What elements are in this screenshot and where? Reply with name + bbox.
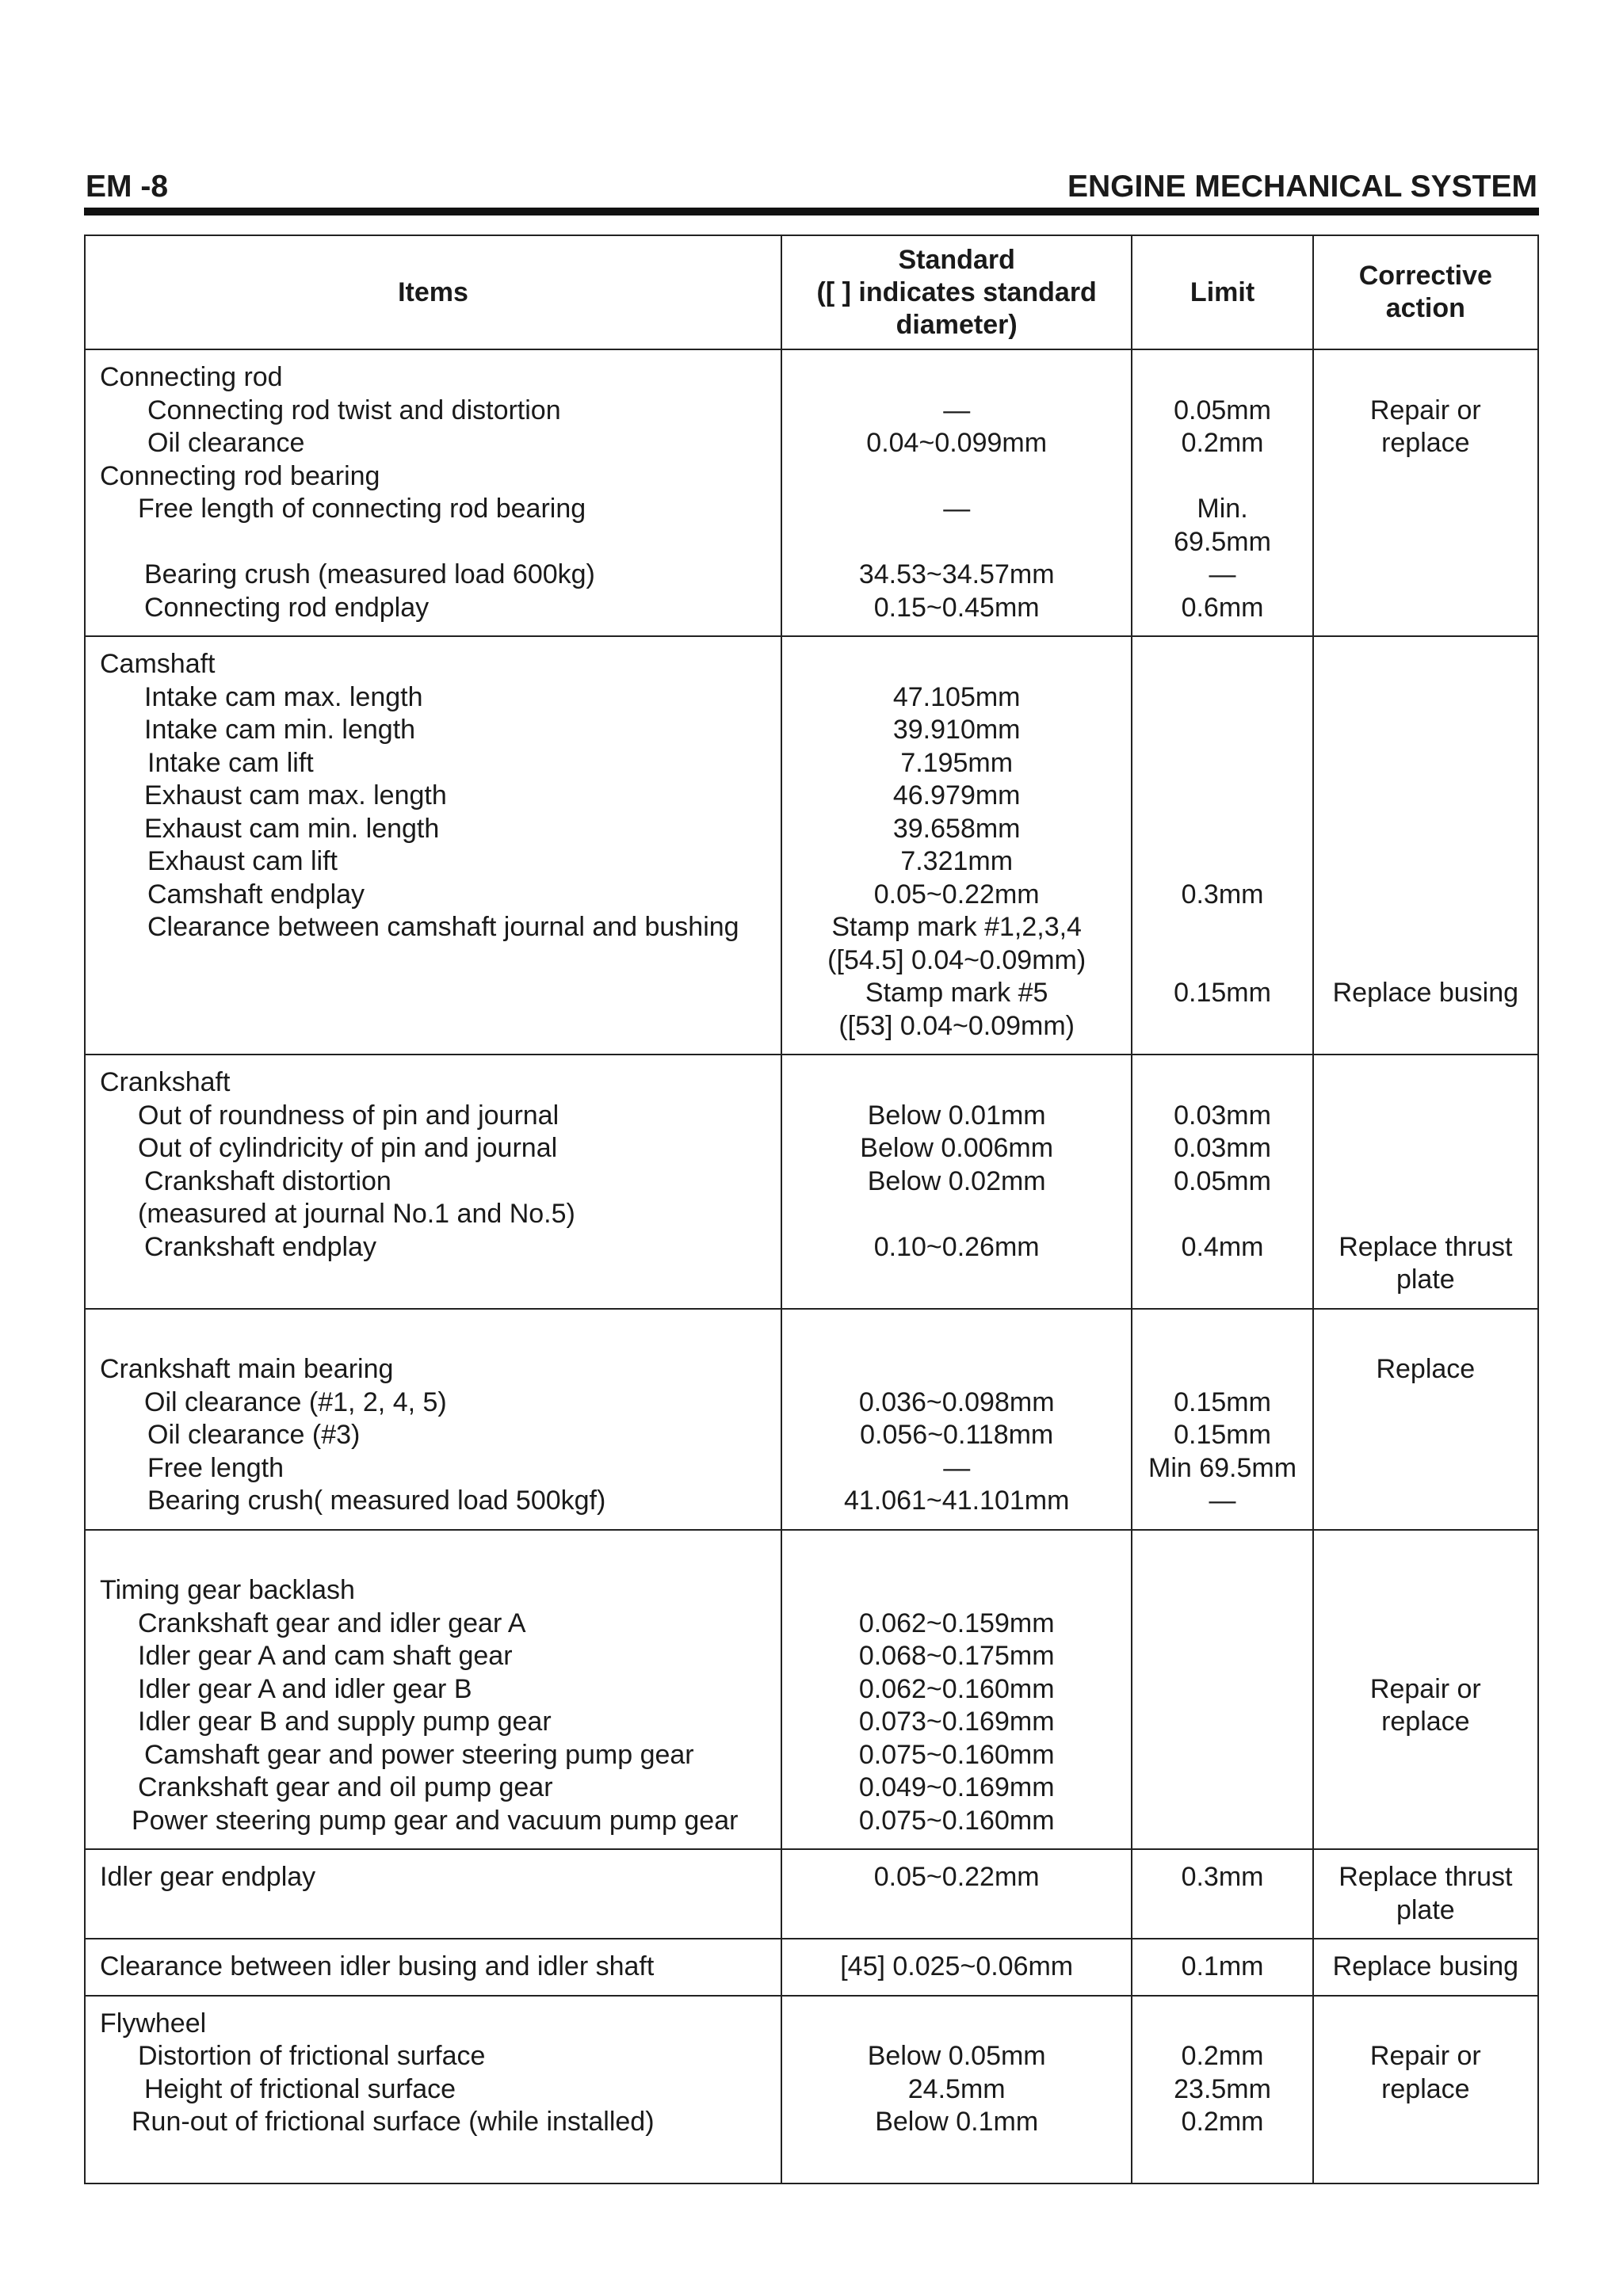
item-label: Intake cam lift xyxy=(147,747,314,778)
standard-value: — xyxy=(943,494,971,524)
action-text: Replace busing xyxy=(1332,978,1519,1008)
action-cell xyxy=(1313,1996,1538,2184)
limit-value xyxy=(1136,1321,1308,1354)
standard-value: [45] 0.025~0.06mm xyxy=(840,1951,1074,1981)
standard-value: 0.05~0.22mm xyxy=(873,1862,1040,1892)
item-label: Crankshaft gear and oil pump gear xyxy=(138,1772,553,1802)
standard-value xyxy=(785,1574,1128,1608)
limit-value: Min. xyxy=(1197,494,1248,524)
standard-value: Stamp mark #5 xyxy=(865,978,1048,1008)
standard-value xyxy=(785,1542,1128,1575)
standard-value: 41.061~41.101mm xyxy=(843,1486,1070,1516)
items-cell xyxy=(85,1530,781,1850)
limit-value: 0.3mm xyxy=(1181,1862,1264,1892)
item-label: Clearance between camshaft journal and bushing xyxy=(147,912,739,942)
limit-value: 0.03mm xyxy=(1174,1100,1271,1131)
limit-cell xyxy=(1132,1996,1312,2184)
item-label: Free length xyxy=(147,1452,284,1483)
item-label: Run-out of frictional surface (while installed) xyxy=(132,2107,655,2137)
action-text: replace xyxy=(1381,1707,1470,1737)
standard-value: 7.321mm xyxy=(900,846,1014,876)
action-text xyxy=(1317,1066,1534,1100)
limit-value: 0.3mm xyxy=(1181,879,1264,910)
standard-value: 0.075~0.160mm xyxy=(858,1805,1055,1836)
standard-value: 46.979mm xyxy=(892,780,1021,810)
items-cell xyxy=(85,1939,781,1996)
action-text: Replace thrust xyxy=(1338,1862,1513,1892)
item-group-label xyxy=(100,526,781,559)
action-text xyxy=(1317,813,1534,846)
page-code: EM -8 xyxy=(86,170,169,204)
standard-value: ([53] 0.04~0.09mm) xyxy=(838,1010,1075,1041)
action-text xyxy=(1317,1132,1534,1165)
standard-value: Below 0.05mm xyxy=(867,2041,1046,2071)
standard-value: Below 0.006mm xyxy=(860,1133,1054,1163)
action-cell xyxy=(1313,1309,1538,1530)
action-cell xyxy=(1313,1530,1538,1850)
action-text: Repair or xyxy=(1369,395,1481,425)
limit-value: 0.6mm xyxy=(1181,592,1264,623)
limit-value xyxy=(1136,845,1308,879)
item-label: Exhaust cam min. length xyxy=(144,813,440,844)
action-text: Replace thrust xyxy=(1338,1231,1513,1262)
standard-value: 0.04~0.099mm xyxy=(866,428,1048,458)
item-group-label xyxy=(100,1321,781,1354)
limit-value: 0.2mm xyxy=(1181,428,1264,458)
action-text xyxy=(1317,911,1534,944)
limit-cell xyxy=(1132,1309,1312,1530)
standard-value xyxy=(785,460,1128,494)
section-title: ENGINE MECHANICAL SYSTEM xyxy=(1067,170,1537,204)
limit-value: 0.15mm xyxy=(1174,1420,1271,1450)
limit-value xyxy=(1136,681,1308,715)
limit-value xyxy=(1136,714,1308,747)
limit-value xyxy=(1136,648,1308,681)
standard-value: 0.10~0.26mm xyxy=(873,1231,1040,1262)
item-label: Oil clearance (#1, 2, 4, 5) xyxy=(144,1386,447,1417)
action-text: replace xyxy=(1381,428,1470,458)
limit-value xyxy=(1136,361,1308,395)
item-label: (measured at journal No.1 and No.5) xyxy=(138,1199,575,1229)
standard-value: 0.073~0.169mm xyxy=(858,1707,1055,1737)
item-group-label: Crankshaft xyxy=(100,1067,231,1097)
limit-value: 23.5mm xyxy=(1174,2073,1271,2104)
standard-value xyxy=(785,648,1128,681)
table-header-row xyxy=(85,235,1538,349)
action-text xyxy=(1317,2008,1534,2041)
limit-cell xyxy=(1132,1849,1312,1939)
item-label: Crankshaft distortion xyxy=(144,1165,391,1196)
action-text: Repair or xyxy=(1369,2041,1481,2071)
action-cell xyxy=(1313,1939,1538,1996)
item-label: Exhaust cam lift xyxy=(147,846,338,876)
standard-value: — xyxy=(943,1452,971,1483)
item-label: Height of frictional surface xyxy=(144,2073,456,2104)
table-row xyxy=(85,636,1538,1055)
action-text xyxy=(1317,1542,1534,1575)
standard-value: 7.195mm xyxy=(900,747,1014,778)
standard-value xyxy=(785,526,1128,559)
standard-cell xyxy=(781,636,1132,1055)
standard-value: 0.075~0.160mm xyxy=(858,1739,1055,1770)
col-header-standard: Standard ([ ] indicates standard diameter) xyxy=(781,235,1132,349)
item-label: Crankshaft endplay xyxy=(144,1231,376,1262)
standard-value: 24.5mm xyxy=(907,2073,1006,2104)
table-row xyxy=(85,1849,1538,1939)
limit-value xyxy=(1136,813,1308,846)
spec-table xyxy=(84,235,1539,2184)
limit-value xyxy=(1136,911,1308,944)
item-label: Intake cam max. length xyxy=(144,681,423,712)
action-text xyxy=(1317,780,1534,813)
standard-value: — xyxy=(943,395,971,425)
table-row xyxy=(85,1939,1538,1996)
standard-cell xyxy=(781,1996,1132,2184)
standard-value: 39.910mm xyxy=(892,715,1021,745)
action-text xyxy=(1317,1100,1534,1133)
action-text xyxy=(1317,361,1534,395)
standard-value xyxy=(785,1353,1128,1386)
items-cell xyxy=(85,1996,781,2184)
limit-value: 0.4mm xyxy=(1181,1231,1264,1262)
item-group-label: Timing gear backlash xyxy=(100,1575,355,1605)
standard-value: 0.056~0.118mm xyxy=(860,1420,1054,1450)
item-label: Bearing crush (measured load 600kg) xyxy=(144,559,595,589)
standard-value: Below 0.1mm xyxy=(875,2107,1039,2137)
item-label: Connecting rod endplay xyxy=(144,592,430,623)
action-text: plate xyxy=(1396,1894,1455,1925)
standard-value: 0.062~0.160mm xyxy=(858,1673,1055,1704)
col-header-limit: Limit xyxy=(1132,235,1312,349)
items-cell xyxy=(85,1309,781,1530)
item-label: Crankshaft gear and idler gear A xyxy=(138,1608,526,1638)
limit-value: 0.05mm xyxy=(1174,395,1271,425)
items-cell xyxy=(85,636,781,1055)
limit-value: Min 69.5mm xyxy=(1148,1452,1297,1483)
action-text xyxy=(1317,1198,1534,1231)
item-label: Out of cylindricity of pin and journal xyxy=(138,1133,558,1163)
action-cell xyxy=(1313,1849,1538,1939)
item-group-label: Connecting rod bearing xyxy=(100,460,380,491)
standard-cell xyxy=(781,1849,1132,1939)
limit-cell xyxy=(1132,1939,1312,1996)
item-label: Free length of connecting rod bearing xyxy=(138,494,586,524)
standard-value: 34.53~34.57mm xyxy=(858,559,1055,589)
standard-value: Below 0.01mm xyxy=(867,1100,1046,1131)
action-text xyxy=(1317,845,1534,879)
action-text xyxy=(1317,944,1534,978)
standard-value: 39.658mm xyxy=(892,813,1021,844)
item-group-label: Crankshaft main bearing xyxy=(100,1354,394,1384)
item-label: Idler gear A and cam shaft gear xyxy=(138,1641,513,1671)
action-text xyxy=(1317,714,1534,747)
limit-value xyxy=(1136,1353,1308,1386)
limit-value: — xyxy=(1209,1486,1236,1516)
action-cell xyxy=(1313,636,1538,1055)
limit-value: 0.1mm xyxy=(1181,1951,1264,1981)
limit-value xyxy=(1136,944,1308,978)
action-text xyxy=(1317,1165,1534,1199)
limit-value: 0.05mm xyxy=(1174,1165,1271,1196)
limit-value: — xyxy=(1209,559,1236,589)
action-cell xyxy=(1313,349,1538,636)
limit-value xyxy=(1136,1198,1308,1231)
limit-value xyxy=(1136,460,1308,494)
limit-value: 0.2mm xyxy=(1181,2107,1264,2137)
standard-value: 0.15~0.45mm xyxy=(873,592,1040,623)
item-group-label: Clearance between idler busing and idler shaft xyxy=(100,1951,655,1981)
item-label: Idler gear A and idler gear B xyxy=(138,1673,472,1704)
item-label: Exhaust cam max. length xyxy=(144,780,447,810)
table-row xyxy=(85,1055,1538,1309)
standard-cell xyxy=(781,1939,1132,1996)
action-text xyxy=(1317,1608,1534,1641)
action-text xyxy=(1317,648,1534,681)
action-text xyxy=(1317,1321,1534,1354)
standard-value: 0.068~0.175mm xyxy=(858,1641,1055,1671)
limit-cell xyxy=(1132,1055,1312,1309)
standard-value: ([54.5] 0.04~0.09mm) xyxy=(827,944,1086,975)
action-text xyxy=(1317,1640,1534,1673)
col-header-action: Corrective action xyxy=(1313,235,1538,349)
action-text xyxy=(1317,1574,1534,1608)
standard-value xyxy=(785,1198,1128,1231)
item-label: Out of roundness of pin and journal xyxy=(138,1100,559,1131)
action-text xyxy=(1317,747,1534,780)
item-label: Distortion of frictional surface xyxy=(138,2041,486,2071)
item-label: Camshaft gear and power steering pump gear xyxy=(144,1739,694,1770)
item-label: Bearing crush( measured load 500kgf) xyxy=(147,1486,606,1516)
standard-value: Stamp mark #1,2,3,4 xyxy=(831,912,1082,942)
item-group-label: Camshaft xyxy=(100,649,216,679)
action-text: Repair or xyxy=(1369,1673,1481,1704)
standard-cell xyxy=(781,1530,1132,1850)
standard-value: 47.105mm xyxy=(892,681,1021,712)
item-group-label: Flywheel xyxy=(100,2008,207,2039)
table-row xyxy=(85,1530,1538,1850)
limit-value: 0.15mm xyxy=(1174,978,1271,1008)
item-label: Intake cam min. length xyxy=(144,715,416,745)
item-label: Oil clearance (#3) xyxy=(147,1420,361,1450)
header-rule xyxy=(84,208,1539,215)
item-label: Idler gear B and supply pump gear xyxy=(138,1707,552,1737)
limit-value: 0.15mm xyxy=(1174,1386,1271,1417)
standard-value xyxy=(785,2008,1128,2041)
action-text: Replace xyxy=(1376,1354,1476,1384)
table-row xyxy=(85,349,1538,636)
item-group-label: Connecting rod xyxy=(100,362,283,392)
page-header xyxy=(86,165,1537,208)
action-text xyxy=(1317,681,1534,715)
table-row xyxy=(85,1996,1538,2184)
items-cell xyxy=(85,349,781,636)
item-label: Camshaft endplay xyxy=(147,879,365,910)
item-label: Connecting rod twist and distortion xyxy=(147,395,561,425)
item-label: Power steering pump gear and vacuum pump gear xyxy=(132,1805,739,1836)
standard-value xyxy=(785,361,1128,395)
limit-cell xyxy=(1132,636,1312,1055)
limit-value xyxy=(1136,1066,1308,1100)
action-text xyxy=(1317,879,1534,912)
standard-cell xyxy=(781,349,1132,636)
limit-cell xyxy=(1132,1530,1312,1850)
action-cell xyxy=(1313,1055,1538,1309)
table-row xyxy=(85,1309,1538,1530)
standard-value: 0.049~0.169mm xyxy=(858,1772,1055,1802)
standard-value xyxy=(785,1321,1128,1354)
limit-value xyxy=(1136,747,1308,780)
standard-value: 0.05~0.22mm xyxy=(873,879,1040,910)
limit-value: 69.5mm xyxy=(1174,526,1271,557)
standard-cell xyxy=(781,1055,1132,1309)
items-cell xyxy=(85,1849,781,1939)
item-group-label xyxy=(100,1542,781,1575)
limit-value xyxy=(1136,780,1308,813)
limit-value xyxy=(1136,2008,1308,2041)
standard-cell xyxy=(781,1309,1132,1530)
action-text: Replace busing xyxy=(1332,1951,1519,1981)
standard-value xyxy=(785,1066,1128,1100)
items-cell xyxy=(85,1055,781,1309)
action-text: replace xyxy=(1381,2073,1470,2104)
standard-value: 0.062~0.159mm xyxy=(858,1608,1055,1638)
standard-value: Below 0.02mm xyxy=(867,1165,1046,1196)
standard-value: 0.036~0.098mm xyxy=(858,1386,1055,1417)
limit-value: 0.2mm xyxy=(1181,2041,1264,2071)
action-text: plate xyxy=(1396,1264,1455,1295)
limit-cell xyxy=(1132,349,1312,636)
item-group-label xyxy=(100,2139,781,2172)
col-header-items: Items xyxy=(85,235,781,349)
item-label: Oil clearance xyxy=(147,428,305,458)
limit-value: 0.03mm xyxy=(1174,1133,1271,1163)
item-group-label: Idler gear endplay xyxy=(100,1862,316,1892)
